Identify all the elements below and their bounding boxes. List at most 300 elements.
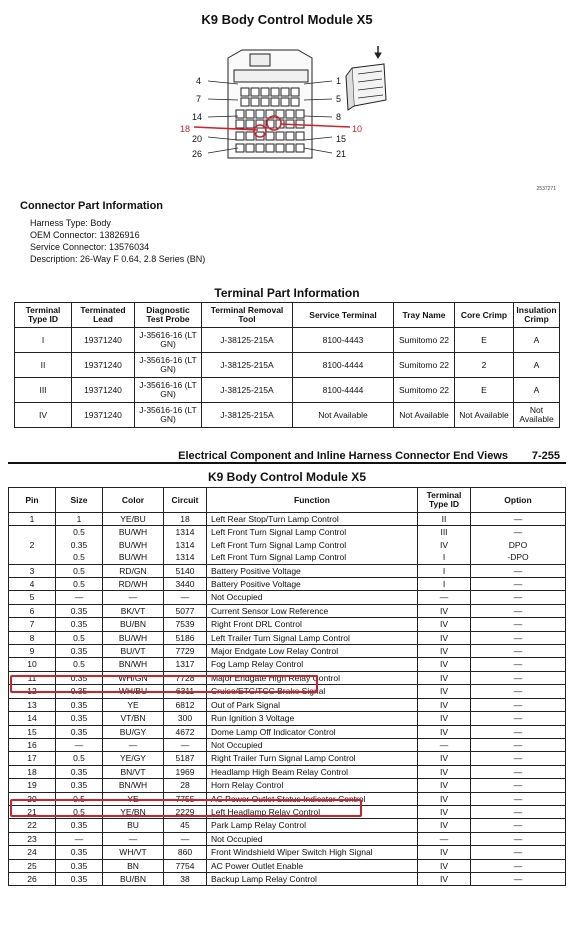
pin-cell-circuit: —: [164, 591, 207, 604]
pin-cell-size: 0.35: [56, 779, 103, 792]
th-size: Size: [56, 488, 103, 513]
pin-cell-tid: IV: [418, 792, 471, 805]
pin-cell-circuit: 7729: [164, 645, 207, 658]
cavity: [266, 132, 274, 140]
pin-cell-color: BU: [103, 819, 164, 832]
cavity: [241, 98, 249, 106]
cavity: [286, 110, 294, 118]
pin-cell-tid: IV: [418, 645, 471, 658]
pin-cell-tid: IV: [418, 752, 471, 765]
terminal-cell: Sumitomo 22: [394, 353, 455, 378]
pin-cell-option: —: [471, 872, 566, 885]
pin-cell-circuit: 7728: [164, 671, 207, 684]
pin-cell-size: 1: [56, 513, 103, 526]
th-removal-tool: Terminal Removal Tool: [202, 303, 293, 328]
cavity: [266, 144, 274, 152]
pin-row: [9, 712, 566, 725]
pin-cell-tid: IV: [418, 779, 471, 792]
pin-cell-circuit: 7754: [164, 859, 207, 872]
pin-cell-option: —: [471, 618, 566, 631]
terminal-cell: Sumitomo 22: [394, 328, 455, 353]
pin-cell-size: 0.35: [56, 872, 103, 885]
pin-cell-circuit: 38: [164, 872, 207, 885]
pin-label-14: 14: [192, 112, 203, 122]
connector-description: Description: 26-Way F 0.64, 2.8 Series (BN): [30, 254, 206, 264]
pin-cell-function: Dome Lamp Off Indicator Control: [207, 725, 418, 738]
pin-cell-circuit: —: [164, 832, 207, 845]
pin-cell-color: WH/VT: [103, 846, 164, 859]
pin-table-title: K9 Body Control Module X5: [207, 470, 366, 484]
pin-cell-function: Right Front DRL Control: [207, 618, 418, 631]
cavity: [236, 132, 244, 140]
pin-row: [9, 604, 566, 617]
pin-cell-color: BK/VT: [103, 604, 164, 617]
pin-cell-tid: IV: [418, 872, 471, 885]
pin-cell-option: —: [471, 671, 566, 684]
pin-cell-color: BN: [103, 859, 164, 872]
terminal-cell: J-38125-215A: [202, 353, 293, 378]
pin-cell-function: Fog Lamp Relay Control: [207, 658, 418, 671]
pin-cell-option: — DPO -DPO: [471, 526, 566, 564]
harness-type: Harness Type: Body: [30, 218, 111, 228]
pin-cell-circuit: 5077: [164, 604, 207, 617]
pin-cell-option: —: [471, 658, 566, 671]
terminal-cell: I: [15, 328, 72, 353]
terminal-cell: 8100-4443: [293, 328, 394, 353]
pin-label-26: 26: [192, 149, 203, 159]
pin-cell-function: Left Headlamp Relay Control: [207, 805, 418, 818]
section-title: Electrical Component and Inline Harness Connector End Views: [178, 450, 508, 462]
pin-cell-option: —: [471, 859, 566, 872]
pin-cell-size: 0.35: [56, 685, 103, 698]
pin-cell-tid: I: [418, 578, 471, 591]
cavity: [296, 144, 304, 152]
pin-cell-size: 0.35: [56, 819, 103, 832]
pin-cell-size: 0.5: [56, 752, 103, 765]
pin-cell-circuit: —: [164, 738, 207, 751]
terminal-cell: E: [455, 378, 514, 403]
pin-row: [9, 564, 566, 577]
pin-cell-circuit: 1314 1314 1314: [164, 526, 207, 564]
terminal-cell: 19371240: [72, 378, 135, 403]
pin-cell-option: —: [471, 712, 566, 725]
highlight-pin-18: [10, 799, 362, 817]
pin-cell-size: 0.5 0.35 0.5: [56, 526, 103, 564]
cavity: [261, 98, 269, 106]
pin-cell-function: Out of Park Signal: [207, 698, 418, 711]
cavity: [256, 144, 264, 152]
pin-cell-function: Cruise/ETC/TCC Brake Signal: [207, 685, 418, 698]
pin-cell-color: VT/BN: [103, 712, 164, 725]
cavity: [276, 132, 284, 140]
pin-cell-color: BU/WH BU/WH BU/WH: [103, 526, 164, 564]
pin-cell-color: RD/WH: [103, 578, 164, 591]
pin-row: [9, 725, 566, 738]
pin-cell-tid: IV: [418, 685, 471, 698]
pin-cell-pin: 24: [9, 846, 56, 859]
pin-cell-circuit: 860: [164, 846, 207, 859]
pin-cell-pin: 16: [9, 738, 56, 751]
pin-row: [9, 526, 566, 564]
pin-cell-color: BN/WH: [103, 779, 164, 792]
terminal-cell: III: [15, 378, 72, 403]
pin-cell-circuit: 7755: [164, 792, 207, 805]
pin-cell-option: —: [471, 846, 566, 859]
th-core-crimp: Core Crimp: [455, 303, 514, 328]
th-function: Function: [207, 488, 418, 513]
pin-row: [9, 698, 566, 711]
pin-cell-pin: 20: [9, 792, 56, 805]
pin-table-body: [9, 513, 566, 886]
terminal-cell: J-38125-215A: [202, 378, 293, 403]
pin-cell-function: Not Occupied: [207, 738, 418, 751]
pin-cell-option: —: [471, 645, 566, 658]
th-terminal-type-id: Terminal Type ID: [418, 488, 471, 513]
pin-cell-tid: II: [418, 513, 471, 526]
terminal-cell: 19371240: [72, 403, 135, 428]
cavity: [286, 132, 294, 140]
pin-cell-function: Major Endgate Low Relay Control: [207, 645, 418, 658]
terminal-table-body: [15, 328, 560, 428]
pin-cell-option: —: [471, 564, 566, 577]
pin-cell-tid: IV: [418, 805, 471, 818]
pin-label-4: 4: [196, 76, 202, 86]
pin-cell-circuit: 1969: [164, 765, 207, 778]
pin-cell-pin: 6: [9, 604, 56, 617]
pin-cell-circuit: 28: [164, 779, 207, 792]
pin-cell-pin: 11: [9, 671, 56, 684]
pin-cell-color: RD/GN: [103, 564, 164, 577]
pin-cell-circuit: 2229: [164, 805, 207, 818]
pin-cell-color: BN/WH: [103, 658, 164, 671]
pin-cell-tid: I: [418, 564, 471, 577]
highlight-pin-10: [10, 675, 318, 693]
pin-cell-pin: 17: [9, 752, 56, 765]
pin-row: [9, 618, 566, 631]
pin-cell-function: Battery Positive Voltage: [207, 564, 418, 577]
connector-diagram: [180, 40, 390, 170]
pin-cell-color: YE/BU: [103, 513, 164, 526]
terminal-table-header-row: [15, 303, 560, 328]
pin-cell-option: —: [471, 805, 566, 818]
terminal-cell: J-38125-215A: [202, 328, 293, 353]
pin-cell-tid: IV: [418, 819, 471, 832]
cavity: [236, 120, 244, 128]
th-service-terminal: Service Terminal: [293, 303, 394, 328]
pin-cell-function: Not Occupied: [207, 591, 418, 604]
terminal-info-table: [14, 302, 560, 428]
pin-cell-tid: III IV I: [418, 526, 471, 564]
pin-row: [9, 658, 566, 671]
pin-cell-option: —: [471, 738, 566, 751]
cavity: [291, 88, 299, 96]
pin-cell-size: 0.35: [56, 645, 103, 658]
pin-cell-pin: 18: [9, 765, 56, 778]
pin-cell-function: Current Sensor Low Reference: [207, 604, 418, 617]
pin-cell-pin: 10: [9, 658, 56, 671]
pin-cell-pin: 4: [9, 578, 56, 591]
pin-row: [9, 859, 566, 872]
pin-cell-circuit: 4672: [164, 725, 207, 738]
pin-cell-color: YE: [103, 698, 164, 711]
terminal-cell: Sumitomo 22: [394, 378, 455, 403]
terminal-info-title: Terminal Part Information: [214, 286, 360, 300]
pin-cell-pin: 9: [9, 645, 56, 658]
pin-cell-color: BU/BN: [103, 872, 164, 885]
pin-row: [9, 846, 566, 859]
pin-label-5: 5: [336, 94, 342, 104]
terminal-cell: Not Available: [394, 403, 455, 428]
pin-cell-function: Right Trailer Turn Signal Lamp Control: [207, 752, 418, 765]
th-circuit: Circuit: [164, 488, 207, 513]
pin-cell-size: 0.5: [56, 805, 103, 818]
terminal-cell: 19371240: [72, 353, 135, 378]
terminal-cell: E: [455, 328, 514, 353]
pin-cell-color: —: [103, 738, 164, 751]
pin-cell-tid: IV: [418, 604, 471, 617]
pin-label-10: 10: [352, 124, 363, 134]
pin-cell-pin: 2: [9, 526, 56, 564]
pin-cell-function: Left Rear Stop/Turn Lamp Control: [207, 513, 418, 526]
pin-cell-tid: IV: [418, 765, 471, 778]
pin-cell-size: 0.35: [56, 618, 103, 631]
pin-cell-pin: 7: [9, 618, 56, 631]
terminal-cell: J-35616-16 (LT GN): [135, 378, 202, 403]
pin-cell-size: —: [56, 591, 103, 604]
pin-cell-color: BN/VT: [103, 765, 164, 778]
pin-cell-function: Park Lamp Relay Control: [207, 819, 418, 832]
th-terminal-type: Terminal Type ID: [15, 303, 72, 328]
cavity: [281, 98, 289, 106]
pin-cell-option: —: [471, 832, 566, 845]
pin-cell-circuit: 1317: [164, 658, 207, 671]
terminal-cell: Not Available: [514, 403, 560, 428]
cavity: [256, 110, 264, 118]
pin-cell-function: Major Endgate High Relay Control: [207, 671, 418, 684]
th-tray-name: Tray Name: [394, 303, 455, 328]
pin-cell-pin: 23: [9, 832, 56, 845]
cavity: [271, 98, 279, 106]
pin-row: [9, 738, 566, 751]
pin-cell-color: YE/BN: [103, 805, 164, 818]
pin-cell-pin: 8: [9, 631, 56, 644]
cavity: [246, 110, 254, 118]
pin-cell-function: Left Trailer Turn Signal Lamp Control: [207, 631, 418, 644]
pin-row: [9, 765, 566, 778]
pin-cell-tid: IV: [418, 712, 471, 725]
pin-cell-circuit: 18: [164, 513, 207, 526]
pin-cell-pin: 15: [9, 725, 56, 738]
pin-cell-color: YE: [103, 792, 164, 805]
cavity: [251, 88, 259, 96]
pin-cell-size: 0.35: [56, 671, 103, 684]
pin-cell-size: 0.35: [56, 604, 103, 617]
terminal-cell: II: [15, 353, 72, 378]
pin-cell-circuit: 300: [164, 712, 207, 725]
pin-cell-pin: 1: [9, 513, 56, 526]
pin-cell-tid: IV: [418, 658, 471, 671]
pin-cell-function: Horn Relay Control: [207, 779, 418, 792]
pin-cell-color: BU/GY: [103, 725, 164, 738]
pin-cell-pin: 5: [9, 591, 56, 604]
pin-cell-tid: —: [418, 591, 471, 604]
cavity: [246, 120, 254, 128]
pin-cell-circuit: 45: [164, 819, 207, 832]
pin-cell-size: 0.5: [56, 564, 103, 577]
pin-cell-color: —: [103, 591, 164, 604]
cavity: [286, 144, 294, 152]
terminal-cell: 19371240: [72, 328, 135, 353]
pin-cell-option: —: [471, 513, 566, 526]
pin-cell-color: YE/GY: [103, 752, 164, 765]
pin-label-21: 21: [336, 149, 347, 159]
pin-cell-color: BU/VT: [103, 645, 164, 658]
pin-label-8: 8: [336, 112, 342, 122]
pin-cell-pin: 26: [9, 872, 56, 885]
pin-row: [9, 645, 566, 658]
pin-cell-size: 0.35: [56, 698, 103, 711]
pin-cell-option: —: [471, 779, 566, 792]
pin-cell-function: Front Windshield Wiper Switch High Signal: [207, 846, 418, 859]
pin-row: [9, 752, 566, 765]
terminal-cell: A: [514, 328, 560, 353]
pin-cell-size: 0.5: [56, 578, 103, 591]
pin-cell-circuit: 5186: [164, 631, 207, 644]
th-color: Color: [103, 488, 164, 513]
th-pin: Pin: [9, 488, 56, 513]
cavity: [291, 98, 299, 106]
pin-cell-option: —: [471, 631, 566, 644]
cavity: [281, 88, 289, 96]
pin-cell-function: Not Occupied: [207, 832, 418, 845]
pin-row: [9, 872, 566, 885]
pin-cell-circuit: 6311: [164, 685, 207, 698]
cavity: [246, 144, 254, 152]
pin-cell-function: Headlamp High Beam Relay Control: [207, 765, 418, 778]
pin-cell-tid: IV: [418, 846, 471, 859]
pin-label-1: 1: [336, 76, 342, 86]
terminal-cell: J-35616-16 (LT GN): [135, 403, 202, 428]
terminal-cell: IV: [15, 403, 72, 428]
cavity: [296, 132, 304, 140]
pin-cell-option: —: [471, 591, 566, 604]
pin-cell-pin: 25: [9, 859, 56, 872]
pin-cell-function: AC Power Outlet Status Indicator Control: [207, 792, 418, 805]
pin-row: [9, 819, 566, 832]
pin-cell-tid: IV: [418, 698, 471, 711]
terminal-cell: Not Available: [293, 403, 394, 428]
pin-cell-function: AC Power Outlet Enable: [207, 859, 418, 872]
cavity: [246, 132, 254, 140]
pin-row: [9, 832, 566, 845]
pin-cell-tid: —: [418, 832, 471, 845]
pin-cell-size: 0.5: [56, 631, 103, 644]
terminal-row: [15, 403, 560, 428]
th-terminated-lead: Terminated Lead: [72, 303, 135, 328]
pin-cell-option: —: [471, 685, 566, 698]
pin-cell-circuit: 3440: [164, 578, 207, 591]
pin-cell-size: 0.35: [56, 712, 103, 725]
pin-cell-tid: —: [418, 738, 471, 751]
pin-cell-circuit: 7539: [164, 618, 207, 631]
pin-cell-circuit: 5187: [164, 752, 207, 765]
terminal-cell: 2: [455, 353, 514, 378]
pin-cell-option: —: [471, 578, 566, 591]
pin-cell-function: Left Front Turn Signal Lamp Control Left Front Turn Signal Lamp Control Left Front Turn Signal Lamp Control: [207, 526, 418, 564]
cavity: [236, 110, 244, 118]
pin-cell-option: —: [471, 765, 566, 778]
pin-cell-tid: IV: [418, 618, 471, 631]
terminal-cell: J-35616-16 (LT GN): [135, 328, 202, 353]
th-diagnostic-probe: Diagnostic Test Probe: [135, 303, 202, 328]
cavity: [296, 110, 304, 118]
pin-cell-pin: 14: [9, 712, 56, 725]
pin-cell-size: —: [56, 738, 103, 751]
th-insulation-crimp: Insulation Crimp: [514, 303, 560, 328]
pin-row: [9, 578, 566, 591]
page-number: 7-255: [531, 450, 560, 462]
pin-cell-size: 0.5: [56, 792, 103, 805]
oem-connector: OEM Connector: 13826916: [30, 230, 140, 240]
terminal-row: [15, 378, 560, 403]
pin-row: [9, 591, 566, 604]
cavity: [241, 88, 249, 96]
pin-row: [9, 631, 566, 644]
pin-cell-tid: IV: [418, 859, 471, 872]
pin-cell-function: Battery Positive Voltage: [207, 578, 418, 591]
pin-cell-size: 0.35: [56, 765, 103, 778]
pin-row: [9, 779, 566, 792]
diagram-code: 2537271: [536, 186, 556, 192]
th-option: Option: [471, 488, 566, 513]
pin-row: [9, 513, 566, 526]
pin-cell-circuit: 6812: [164, 698, 207, 711]
cavity: [261, 88, 269, 96]
cavity: [276, 144, 284, 152]
pin-cell-option: —: [471, 604, 566, 617]
pin-cell-size: —: [56, 832, 103, 845]
pin-cell-color: —: [103, 832, 164, 845]
pin-cell-tid: IV: [418, 671, 471, 684]
terminal-cell: A: [514, 353, 560, 378]
pin-cell-color: WH/BU: [103, 685, 164, 698]
cavity: [271, 88, 279, 96]
pin-cell-option: —: [471, 698, 566, 711]
pin-cell-pin: 3: [9, 564, 56, 577]
pin-cell-color: WH/GN: [103, 671, 164, 684]
pin-label-18: 18: [180, 124, 191, 134]
pin-cell-pin: 12: [9, 685, 56, 698]
document-title: K9 Body Control Module X5: [201, 12, 373, 27]
pin-cell-option: —: [471, 792, 566, 805]
pin-cell-pin: 13: [9, 698, 56, 711]
pin-cell-pin: 21: [9, 805, 56, 818]
pin-label-20: 20: [192, 134, 203, 144]
connector-info-title: Connector Part Information: [20, 200, 164, 212]
terminal-cell: 8100-4444: [293, 378, 394, 403]
terminal-row: [15, 328, 560, 353]
pin-cell-tid: IV: [418, 631, 471, 644]
pin-label-15: 15: [336, 134, 347, 144]
pin-cell-option: —: [471, 725, 566, 738]
terminal-cell: 8100-4444: [293, 353, 394, 378]
pin-cell-size: 0.5: [56, 658, 103, 671]
pin-cell-circuit: 5140: [164, 564, 207, 577]
pin-cell-function: Run Ignition 3 Voltage: [207, 712, 418, 725]
terminal-cell: Not Available: [455, 403, 514, 428]
pin-cell-pin: 19: [9, 779, 56, 792]
pin-cell-size: 0.35: [56, 725, 103, 738]
